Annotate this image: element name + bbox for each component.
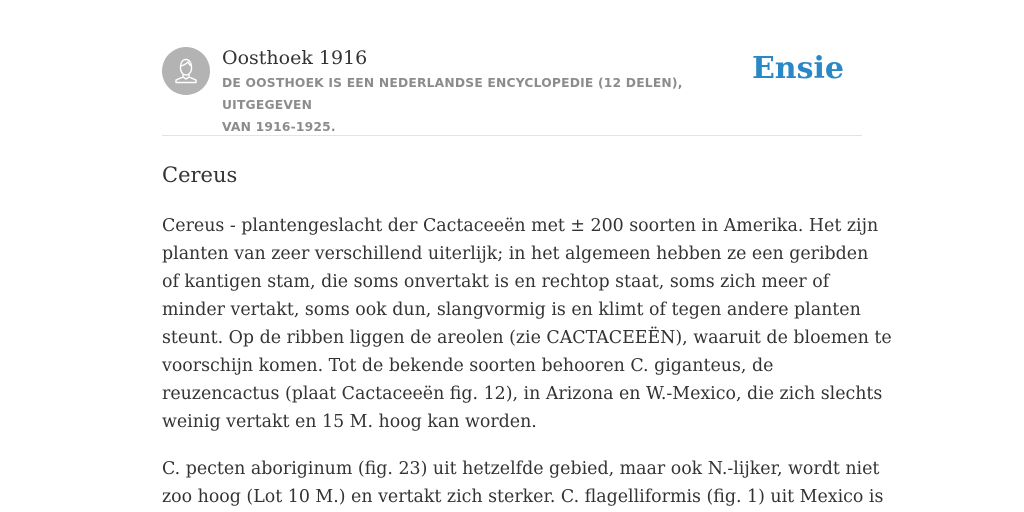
brand-logo[interactable]: Ensie (751, 51, 844, 86)
paragraph-line: voorschijn komen. Tot de bekende soorten behooren C. giganteus, de (162, 356, 774, 376)
paragraph-line: C. pecten aboriginum (fig. 23) uit hetzelfde gebied, maar ook N.-lijker, wordt niet (162, 459, 880, 479)
article-title: Cereus (162, 163, 238, 187)
article-paragraph (162, 212, 892, 436)
article-paragraph (162, 455, 884, 511)
divider (162, 135, 862, 136)
paragraph-line: of kantigen stam, die soms onvertakt is en rechtop staat, soms zich meer of (162, 272, 830, 292)
source-header (162, 46, 862, 134)
paragraph-line: reuzencactus (plaat Cactaceeën fig. 12), in Arizona en W.-Mexico, die zich slechts (162, 384, 883, 404)
source-description (222, 72, 762, 138)
source-description-line: VAN 1916-1925. (222, 120, 336, 134)
source-description-line: DE OOSTHOEK IS EEN NEDERLANDSE ENCYCLOPEDIE (12 DELEN), UITGEGEVEN (222, 76, 683, 112)
paragraph-line: minder vertakt, soms ook dun, slangvormig is en klimt of tegen andere planten (162, 300, 861, 320)
source-name[interactable]: Oosthoek 1916 (222, 47, 368, 69)
paragraph-line: zoo hoog (Lot 10 M.) en vertakt zich sterker. C. flagelliformis (fig. 1) uit Mexico is (162, 487, 884, 507)
paragraph-line: planten van zeer verschillend uiterlijk; in het algemeen hebben ze een geribden (162, 244, 869, 264)
article-body (162, 212, 892, 512)
paragraph-line: steunt. Op de ribben liggen de areolen (zie CACTACEEËN), waaruit de bloemen te (162, 328, 892, 348)
paragraph-line: weinig vertakt en 15 M. hoog kan worden. (162, 412, 537, 432)
source-avatar[interactable] (162, 47, 210, 95)
person-icon (162, 47, 210, 95)
paragraph-line: Cereus - plantengeslacht der Cactaceeën met ± 200 soorten in Amerika. Het zijn (162, 216, 879, 236)
